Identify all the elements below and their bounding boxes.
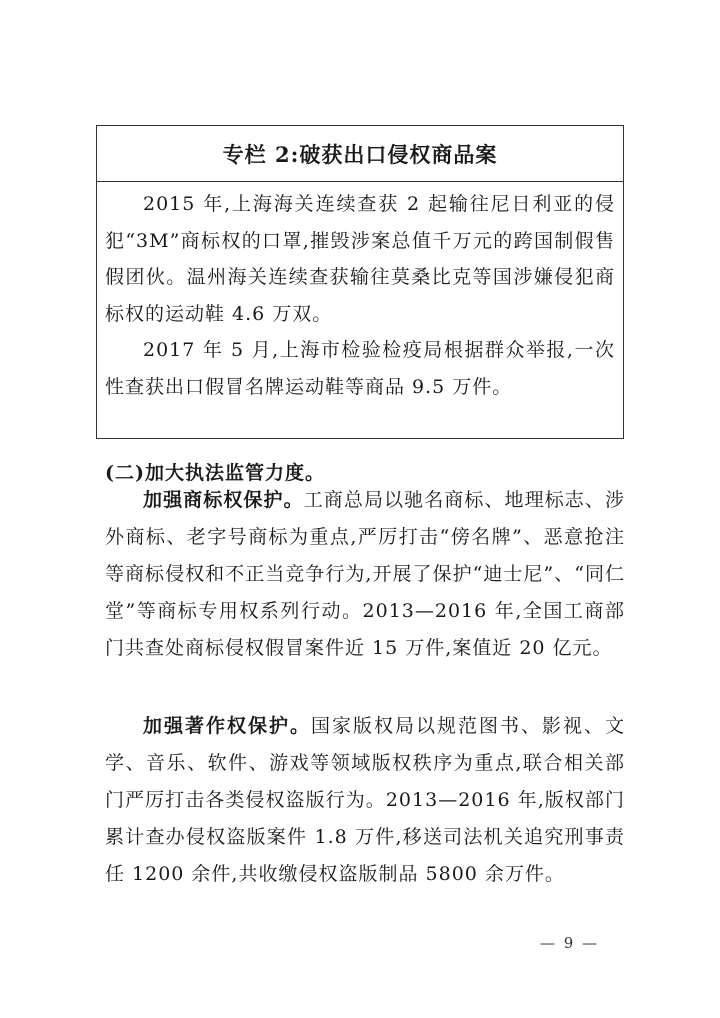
paragraph-lead: 加强商标权保护。 [143,489,304,511]
section-heading: (二)加大执法监管力度。 [105,462,325,484]
sidebar-box-body [97,182,623,405]
paragraph-text: 国家版权局以规范图书、影视、文学、音乐、软件、游戏等领域版权秩序为重点,联合相关部门严厉打击各类侵权盗版行为。2013—2016 年,版权部门累计查办侵权盗版案件 1.8 万件,移送司法机关追究刑事责任 1200 余件,共收缴侵权盗版制品 5800 余万件。 [105,715,625,885]
sidebar-box [96,125,624,439]
paragraph-text: 工商总局以驰名商标、地理标志、涉外商标、老字号商标为重点,严厉打击“傍名牌”、恶意抢注等商标侵权和不正当竞争行为,开展了保护“迪士尼”、“同仁堂”等商标专用权系列行动。2013—2016 年,全国工商部门共查处商标侵权假冒案件近 15 万件,案值近 20 亿元。 [105,489,625,659]
body-paragraph [105,482,625,667]
paragraph-lead: 加强著作权保护。 [143,715,311,737]
body-paragraph [105,708,625,893]
page-number: — 9 — [540,934,600,952]
sidebar-paragraph: 2015 年,上海海关连续查获 2 起输往尼日利亚的侵犯“3M”商标权的口罩,摧毁涉案总值千万元的跨国制假售假团伙。温州海关连续查获输往莫桑比克等国涉嫌侵犯商标权的运动鞋 4.6 万双。 [105,193,615,325]
sidebar-box-title: 专栏 2:破获出口侵权商品案 [97,126,623,182]
sidebar-paragraph: 2017 年 5 月,上海市检验检疫局根据群众举报,一次性查获出口假冒名牌运动鞋等商品 9.5 万件。 [105,339,615,398]
